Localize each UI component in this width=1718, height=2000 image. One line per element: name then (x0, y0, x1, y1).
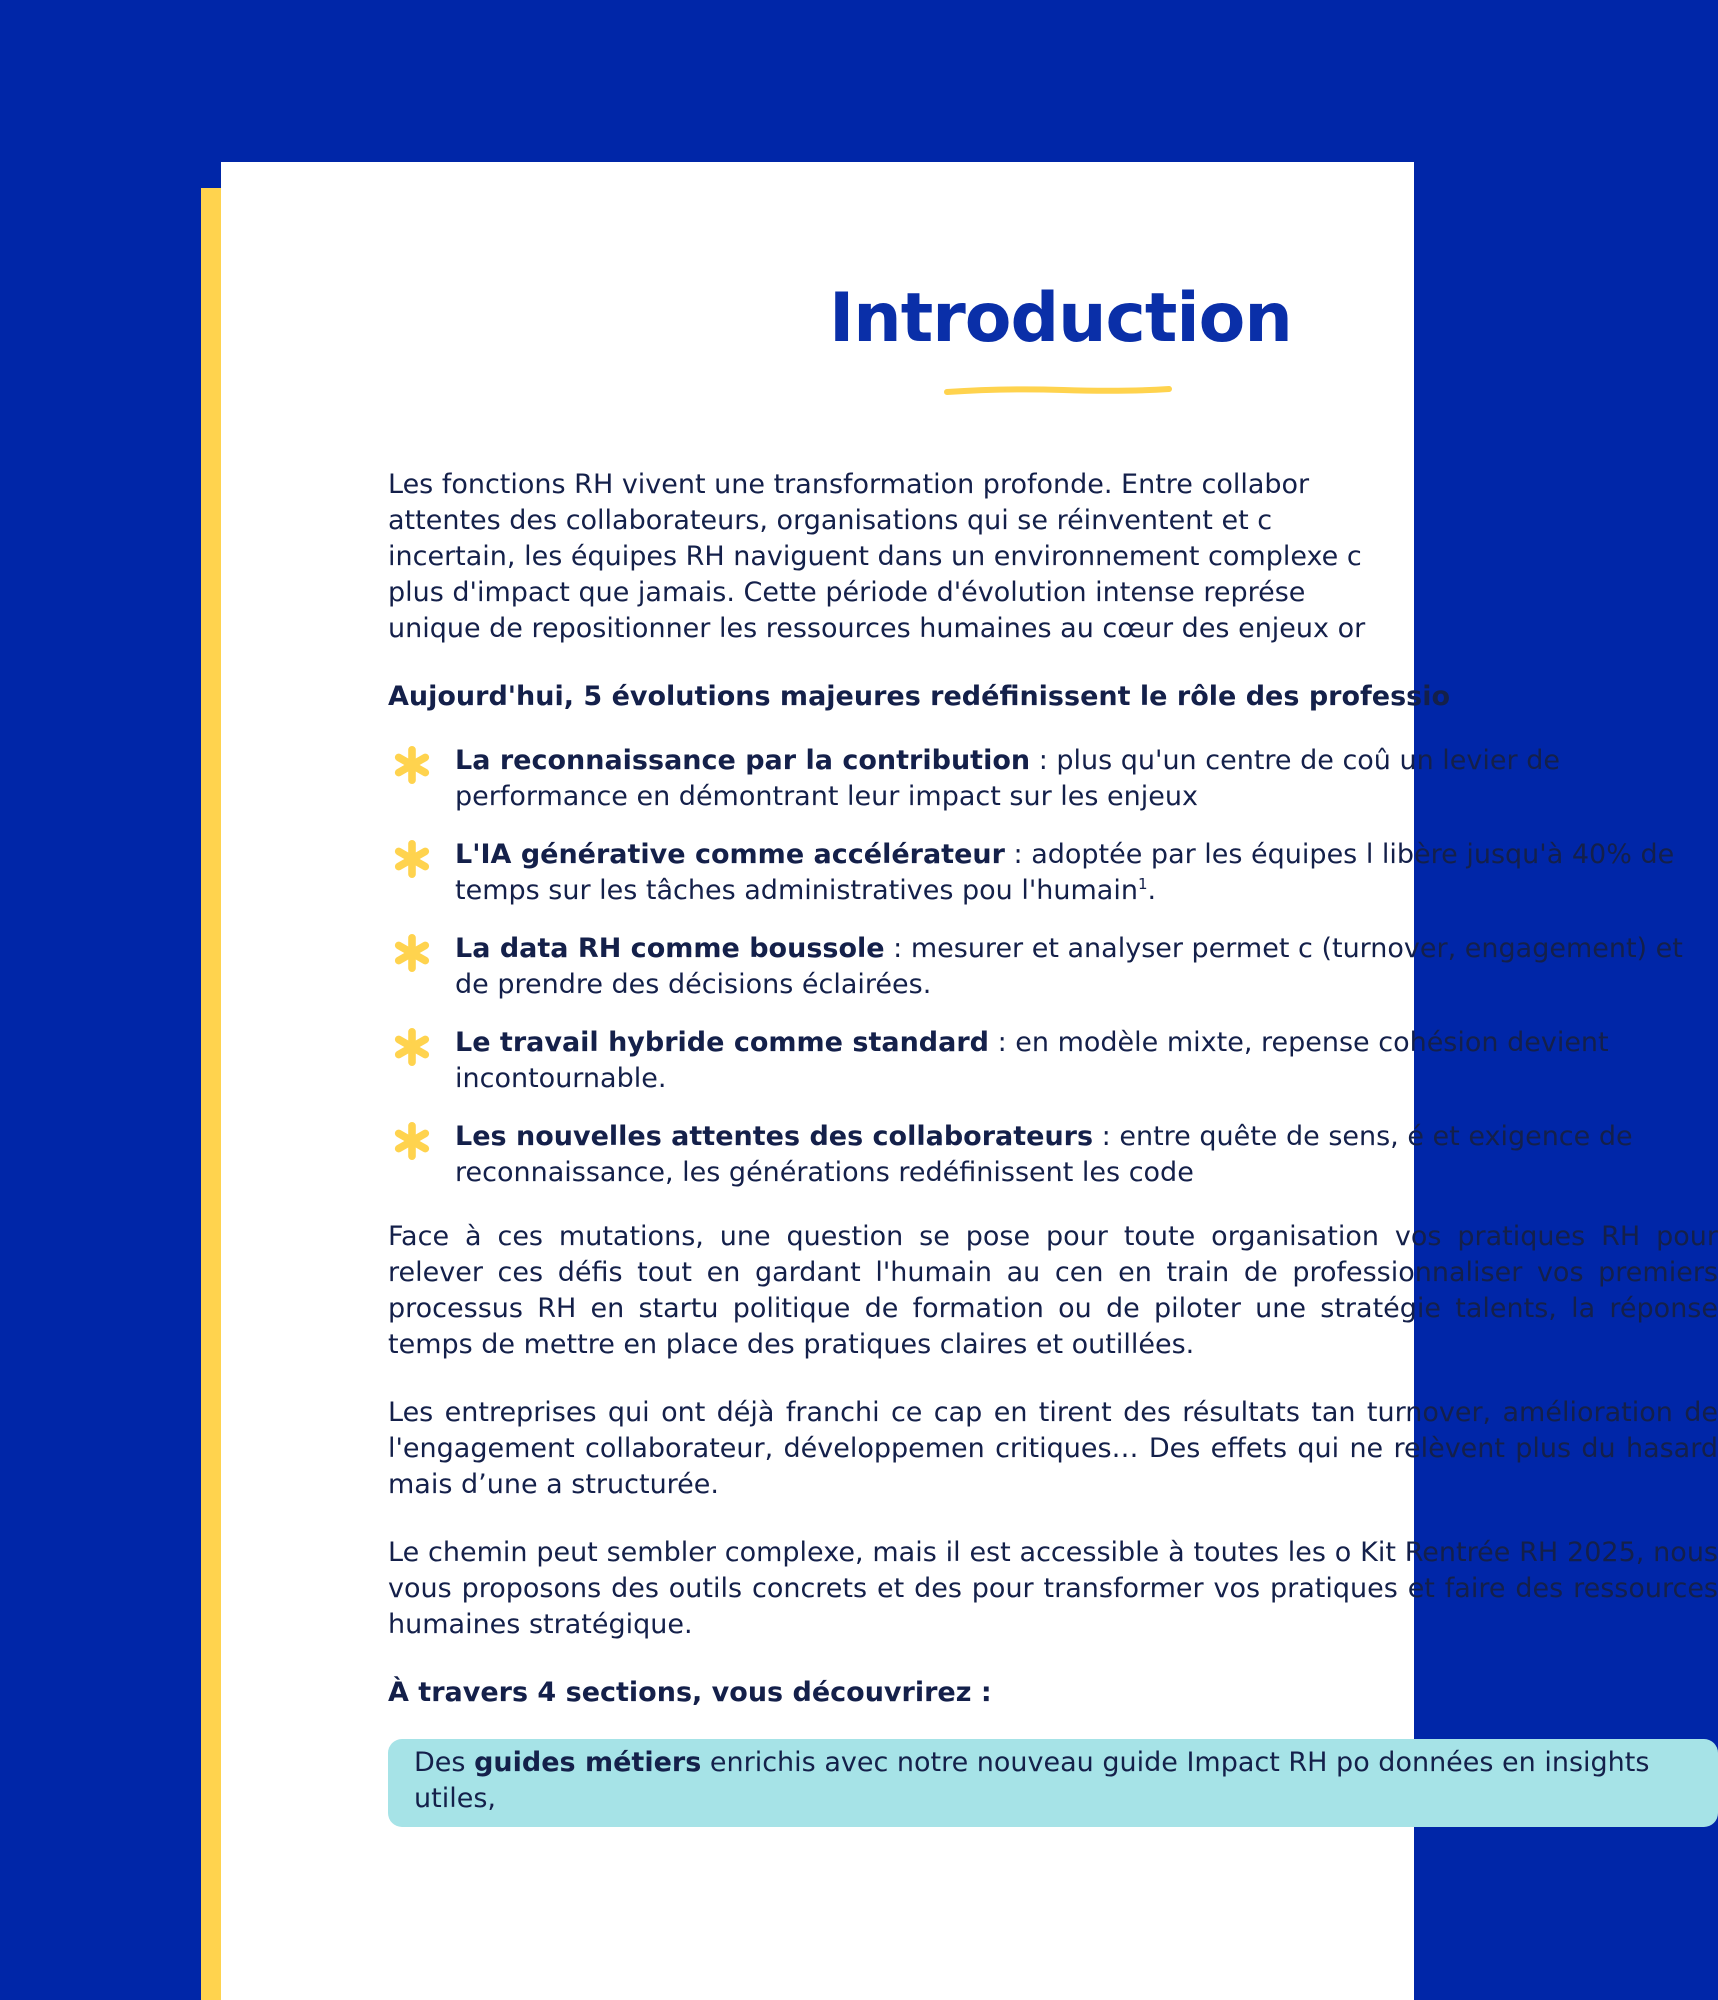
list-item (388, 837, 1718, 909)
page-content (388, 467, 1718, 1827)
bullet-term: Le travail hybride comme standard (455, 1027, 989, 1058)
bullet-term: La data RH comme boussole (455, 933, 885, 964)
intro-paragraph (388, 467, 1718, 647)
bullet-text: : adoptée par les équipes l libère jusqu'à 40% de temps sur les tâches administratives pou l'humain (455, 839, 1675, 906)
highlight-prefix: Des (414, 1747, 475, 1778)
footnote-marker: 1 (1137, 875, 1148, 893)
asterisk-icon (393, 934, 431, 972)
bullet-text: : mesurer et analyser permet c (turnover, engagement) et de prendre des décisions éclairées. (455, 933, 1683, 1000)
asterisk-icon (393, 746, 431, 784)
list-item (388, 743, 1718, 815)
intro-line: plus d'impact que jamais. Cette période d'évolution intense représe (388, 577, 1306, 608)
guides-highlight (388, 1739, 1718, 1827)
mutations-paragraph: Face à ces mutations, une question se pose pour toute organisation vos pratiques RH pour relever ces défis tout en gardant l'humain au cen en train de professionnaliser vos premiers processus RH en startu politique de formation ou de piloter une stratégie talents, la réponse temps de mettre en place des pratiques claires et outillées. (388, 1221, 1718, 1360)
bullet-term: L'IA générative comme accélérateur (455, 839, 1005, 870)
evolutions-heading: Aujourd'hui, 5 évolutions majeures redéfinissent le rôle des professio (388, 681, 1451, 712)
evolutions-list (388, 743, 1718, 1191)
intro-line: Les fonctions RH vivent une transformation profonde. Entre collabor (388, 469, 1310, 500)
asterisk-icon (393, 1122, 431, 1160)
bullet-text: : plus qu'un centre de coû un levier de performance en démontrant leur impact sur les enjeux (455, 745, 1560, 812)
results-paragraph: Les entreprises qui ont déjà franchi ce cap en tirent des résultats tan turnover, amélioration de l'engagement collaborateur, développemen critiques… Des effets qui ne relèvent plus du hasard mais d’une a structurée. (388, 1397, 1718, 1500)
bullet-text-tail: . (1147, 875, 1157, 906)
asterisk-icon (393, 840, 431, 878)
intro-line: incertain, les équipes RH naviguent dans un environnement complexe c (388, 541, 1362, 572)
intro-line: attentes des collaborateurs, organisations qui se réinventent et c (388, 505, 1273, 536)
kit-paragraph: Le chemin peut sembler complexe, mais il est accessible à toutes les o Kit Rentrée RH 2025, nous vous proposons des outils concrets et des pour transformer vos pratiques et faire des ressources humaines stratégique. (388, 1537, 1718, 1640)
highlight-bold: guides métiers (474, 1747, 702, 1778)
sections-heading: À travers 4 sections, vous découvrirez : (388, 1677, 992, 1708)
title-underline (943, 384, 1173, 398)
highlight-text: enrichis avec notre nouveau guide Impact RH po données en insights utiles, (414, 1747, 1650, 1814)
bullet-text: : entre quête de sens, é et exigence de reconnaissance, les générations redéfinissent les code (455, 1121, 1633, 1188)
intro-line: unique de repositionner les ressources humaines au cœur des enjeux or (388, 613, 1366, 644)
document-page (221, 162, 1718, 2000)
bullet-term: La reconnaissance par la contribution (455, 745, 1031, 776)
bullet-term: Les nouvelles attentes des collaborateurs (455, 1121, 1094, 1152)
list-item (388, 1025, 1718, 1097)
asterisk-icon (393, 1028, 431, 1066)
page-edge-accent (201, 188, 223, 2000)
bullet-text: : en modèle mixte, repense cohésion devient incontournable. (455, 1027, 1609, 1094)
page-title: Introduction (829, 279, 1292, 358)
list-item (388, 1119, 1718, 1191)
list-item (388, 931, 1718, 1003)
